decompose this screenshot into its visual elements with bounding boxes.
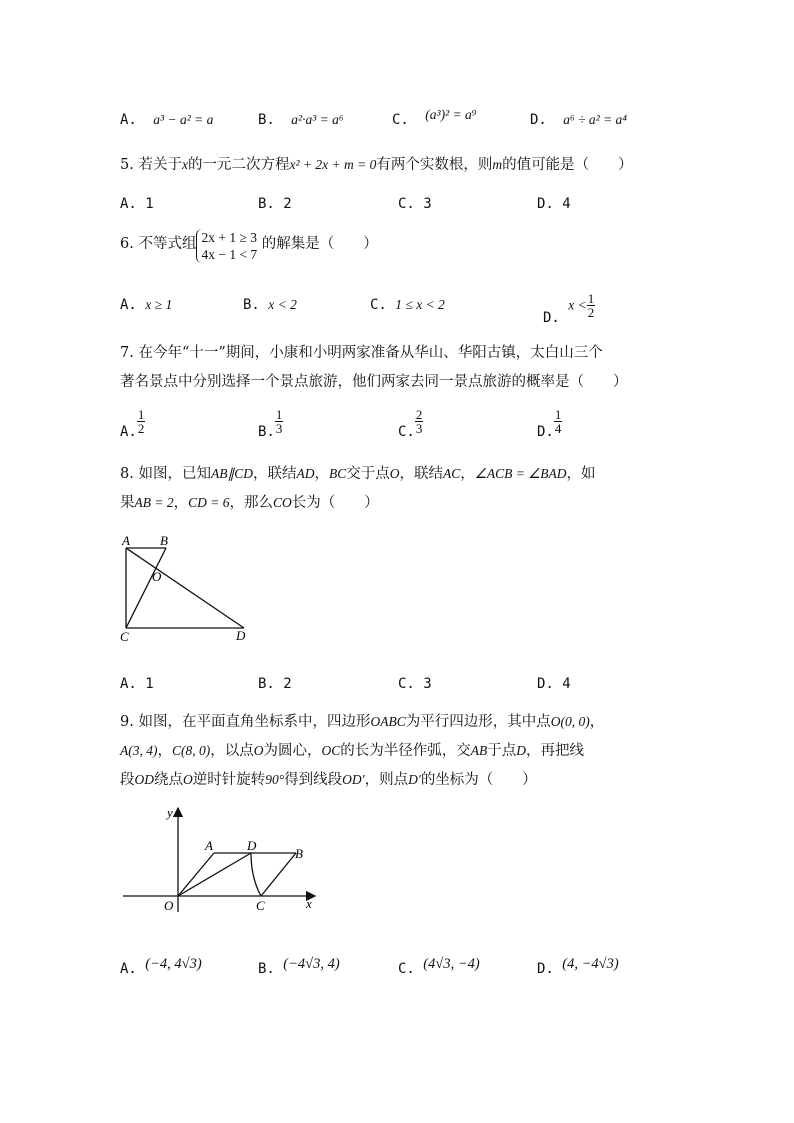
q9-segment-oa bbox=[178, 853, 214, 896]
q9-arc bbox=[251, 853, 261, 896]
q8-label-d: D bbox=[236, 628, 246, 643]
q7-option-c: C. $\frac{2}{3}$ bbox=[398, 407, 423, 440]
q4-option-c-expr: (a³)² = a⁹ bbox=[425, 107, 477, 122]
q8-label-a: A bbox=[122, 533, 130, 548]
q9-label-c: C bbox=[256, 898, 265, 913]
q8-option-b: B. 2 bbox=[258, 676, 292, 692]
q4-option-a-expr: a³ − a² = a bbox=[153, 112, 214, 127]
q5-option-c: C. 3 bbox=[398, 196, 432, 212]
q9-option-c: C. (4√3, −4) bbox=[398, 956, 480, 977]
q6-option-a: A. x ≥ 1 bbox=[120, 297, 173, 313]
q7-option-d: D. $\frac{1}{4}$ bbox=[537, 407, 562, 440]
q4-option-d-expr: a⁶ ÷ a² = a⁴ bbox=[563, 112, 627, 127]
q8-segment-bc bbox=[126, 548, 166, 628]
q9-label-b: B bbox=[295, 846, 303, 861]
q5-stem: 5. 若关于x的一元二次方程x² + 2x + m = 0有两个实数根，则m的值可能是（ ） bbox=[120, 157, 633, 173]
q4-option-b-expr: a²·a³ = a⁶ bbox=[291, 112, 344, 127]
q9-label-y: y bbox=[167, 805, 173, 820]
q7-stem-line1: 7. 在今年“十一”期间，小康和小明两家准备从华山、华阳古镇，太白山三个 bbox=[120, 345, 603, 361]
q4-option-a: A. a³ − a² = a bbox=[120, 112, 214, 128]
q6-option-b: B. x < 2 bbox=[243, 297, 297, 313]
q8-label-o: O bbox=[152, 569, 162, 584]
q6-stem: 6. 不等式组 2x + 1 ≥ 3 4x − 1 < 7 的解集是（ ） bbox=[120, 230, 378, 262]
q9-label-o: O bbox=[164, 898, 174, 913]
q9-stem-line2: A(3, 4)，C(8, 0)，以点O为圆心，OC的长为半径作弧，交AB于点D，再把线 bbox=[120, 743, 585, 759]
q7-stem-line2: 著名景点中分别选择一个景点旅游，他们两家去同一景点旅游的概率是（ ） bbox=[120, 374, 628, 390]
q8-label-b: B bbox=[160, 533, 168, 548]
q9-label-d: D bbox=[247, 838, 257, 853]
q6-option-d: D. x < $\frac{1}{2}$ bbox=[543, 291, 595, 326]
q4-option-d: D. a⁶ ÷ a² = a⁴ bbox=[530, 112, 627, 128]
q8-option-d: D. 4 bbox=[537, 676, 571, 692]
q9-label-a: A bbox=[205, 838, 213, 853]
q4-option-c: C. (a³)² = a⁹ bbox=[392, 107, 477, 128]
q5-equation: x² + 2x + m = 0 bbox=[289, 157, 377, 172]
q8-segment-ad bbox=[126, 548, 244, 628]
q9-segment-bc bbox=[261, 853, 296, 896]
q5-option-a: A. 1 bbox=[120, 196, 154, 212]
q4-option-b: B. a²·a³ = a⁶ bbox=[258, 112, 344, 128]
q9-option-a: A. (−4, 4√3) bbox=[120, 956, 202, 977]
q6-inequality-system: 2x + 1 ≥ 3 4x − 1 < 7 bbox=[196, 229, 257, 263]
q5-option-b: B. 2 bbox=[258, 196, 292, 212]
q8-stem-line2: 果AB = 2，CD = 6，那么CO长为（ ） bbox=[120, 495, 379, 511]
q8-stem-line1: 8. 如图，已知AB∥CD，联结AD，BC交于点O，联结AC，∠ACB = ∠BAD，如 bbox=[120, 466, 596, 482]
q9-stem-line1: 9. 如图，在平面直角坐标系中，四边形OABC为平行四边形，其中点O(0, 0)， bbox=[120, 714, 605, 730]
q9-figure bbox=[115, 800, 325, 915]
q7-option-a: A. $\frac{1}{2}$ bbox=[120, 407, 145, 440]
q8-label-c: C bbox=[120, 629, 129, 644]
q9-label-x: x bbox=[306, 896, 312, 911]
q8-option-a: A. 1 bbox=[120, 676, 154, 692]
q8-figure bbox=[110, 528, 270, 648]
q8-option-c: C. 3 bbox=[398, 676, 432, 692]
q9-option-d: D. (4, −4√3) bbox=[537, 956, 619, 977]
q9-option-b: B. (−4√3, 4) bbox=[258, 956, 340, 977]
q7-option-b: B. $\frac{1}{3}$ bbox=[258, 407, 283, 440]
q9-stem-line3: 段OD绕点O逆时针旋转90°得到线段OD′，则点D′的坐标为（ ） bbox=[120, 772, 537, 788]
q6-option-c: C. 1 ≤ x < 2 bbox=[370, 297, 445, 313]
q5-option-d: D. 4 bbox=[537, 196, 571, 212]
q9-segment-od bbox=[178, 853, 251, 896]
